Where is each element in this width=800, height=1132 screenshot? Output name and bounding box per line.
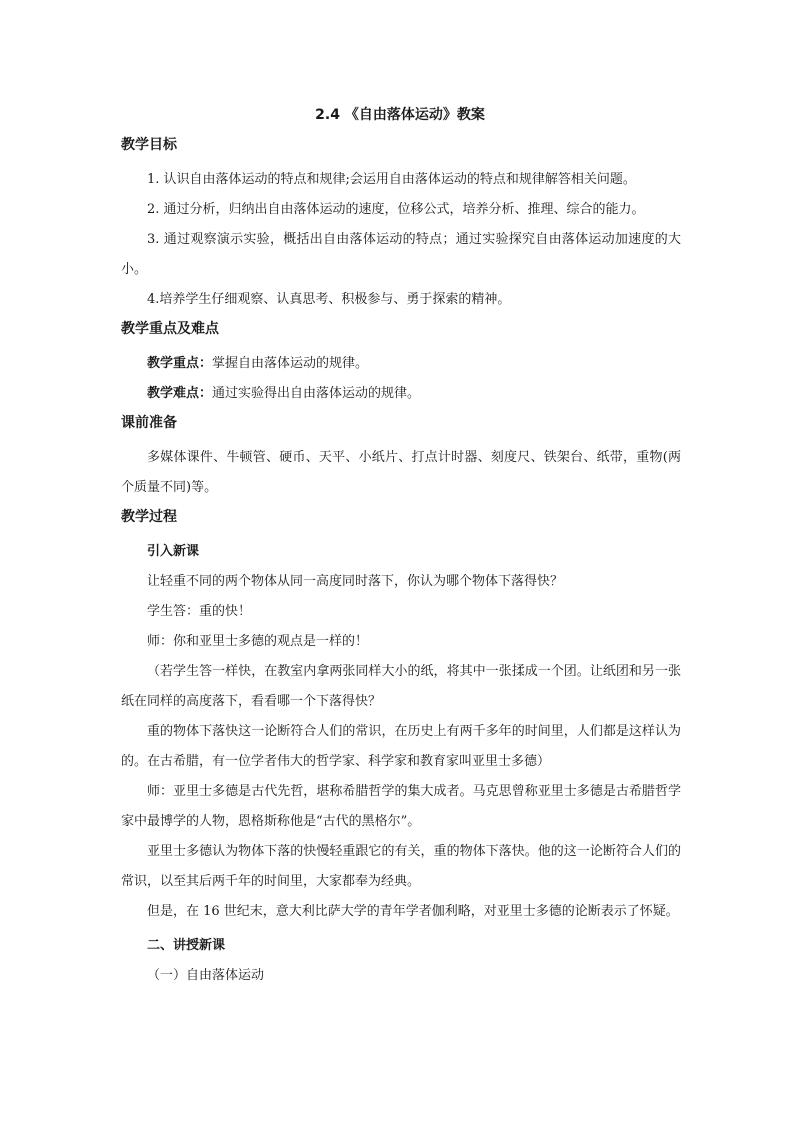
process-paragraph: 师：亚里士多德是古代先哲，堪称希腊哲学的集大成者。马克思曾称亚里士多德是古希腊哲学家中最博学的人物，恩格斯称他是“古代的黑格尔”。 [121,784,681,829]
goal-item-4: 4.培养学生仔细观察、认真思考、积极参与、勇于探索的精神。 [147,292,511,307]
prep-heading: 课前准备 [121,415,177,431]
goal-item-3: 3. 通过观察演示实验，概括出自由落体运动的特点；通过实验探究自由落体运动加速度的大小。 [121,232,681,277]
process-paragraph: 亚里士多德认为物体下落的快慢轻重跟它的有关，重的物体下落快。他的这一论断符合人们的常识，以至其后两千年的时间里，大家都奉为经典。 [121,844,681,889]
new-lesson-heading: 二、讲授新课 [147,938,226,953]
process-paragraph: 学生答：重的快！ [147,604,252,619]
document-title: 2.4 《自由落体运动》教案 [315,107,485,123]
goals-heading: 教学目标 [121,137,177,153]
focus-text: 掌握自由落体运动的规律。 [212,356,369,371]
process-paragraph: 师：你和亚里士多德的观点是一样的！ [147,634,369,649]
intro-heading: 引入新课 [147,544,200,559]
goal-item-1: 1. 认识自由落体运动的特点和规律;会运用自由落体运动的特点和规律解答相关问题。 [147,172,636,187]
process-paragraph: 重的物体下落快这一论断符合人们的常识，在历史上有两千多年的时间里，人们都是这样认为的。在古希腊，有一位学者伟大的哲学家、科学家和教育家叫亚里士多德） [121,724,681,769]
difficulty-text: 通过实验得出自由落体运动的规律。 [212,386,421,401]
process-paragraph: 但是，在 16 世纪末，意大利比萨大学的青年学者伽利略，对亚里士多德的论断表示了怀疑。 [147,904,679,919]
process-paragraph: 让轻重不同的两个物体从同一高度同时落下，你认为哪个物体下落得快？ [147,574,564,589]
document-body [121,135,681,991]
prep-text: 多媒体课件、牛顿管、硬币、天平、小纸片、打点计时器、刻度尺、铁架台、纸带，重物(两个质量不同)等。 [121,450,681,495]
difficulty-label: 教学难点： [147,386,213,401]
goal-item-2: 2. 通过分析，归纳出自由落体运动的速度，位移公式，培养分析、推理、综合的能力。 [147,202,645,217]
process-paragraph: （若学生答一样快，在教室内拿两张同样大小的纸，将其中一张揉成一个团。让纸团和另一张纸在同样的高度落下，看看哪一个下落得快？ [121,664,681,709]
process-heading: 教学过程 [121,509,177,525]
focus-paragraph [121,349,681,379]
difficulty-paragraph [121,379,681,409]
key-points-heading: 教学重点及难点 [121,321,219,337]
sub-section-label: （一）自由落体运动 [147,968,265,983]
focus-label: 教学重点： [147,356,213,371]
